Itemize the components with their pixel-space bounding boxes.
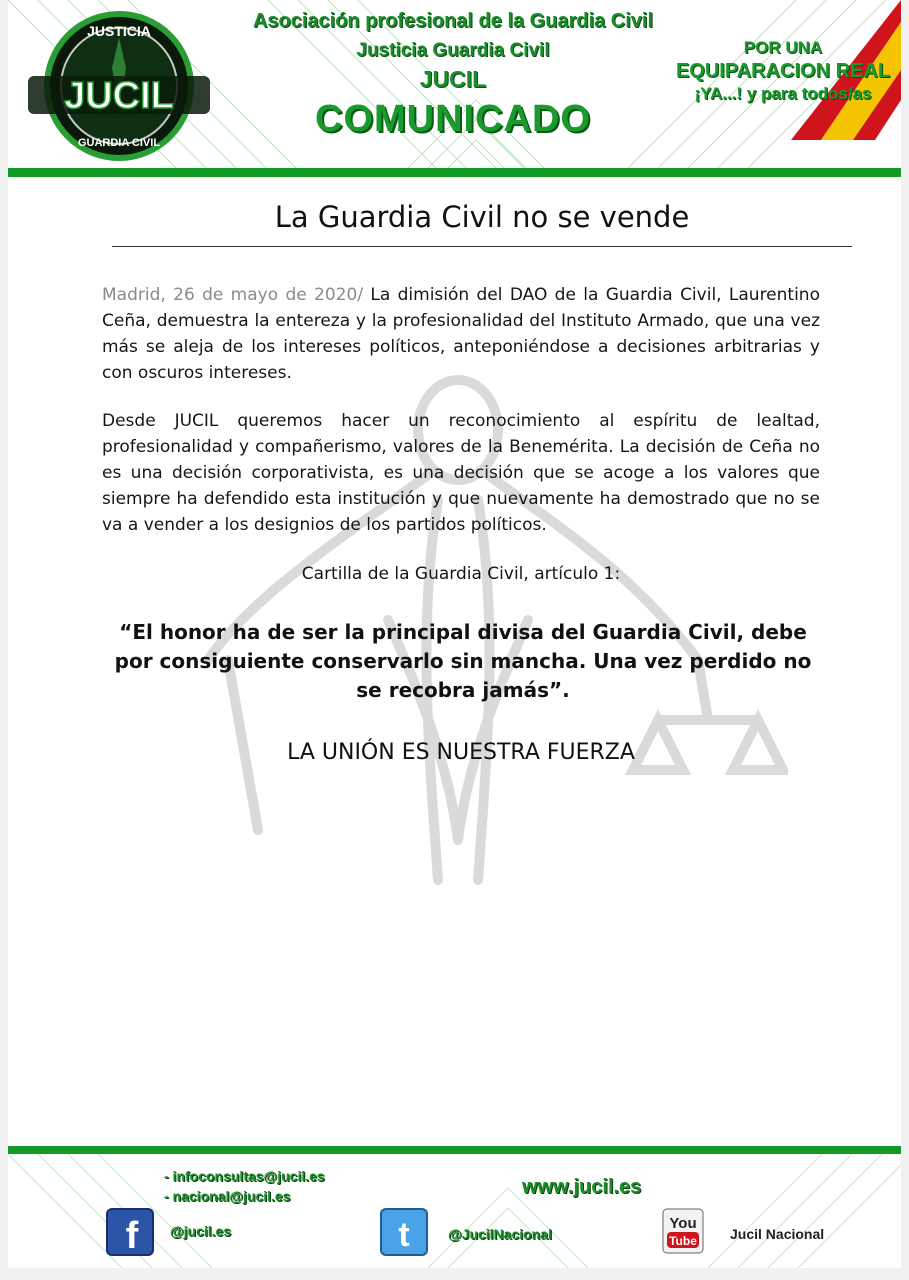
slogan-line-1: POR UNA bbox=[743, 38, 823, 57]
svg-text:t: t bbox=[398, 1216, 410, 1254]
logo-bottom-text: GUARDIA CIVIL bbox=[77, 137, 161, 149]
website-link[interactable]: www.jucil.es bbox=[522, 1176, 642, 1198]
justicia-line: Justicia Guardia Civil bbox=[356, 40, 550, 61]
date-line: Madrid, 26 de mayo de 2020/ bbox=[102, 285, 364, 305]
paragraph-1-text: La dimisión del DAO de la Guardia Civil, Laurentino Ceña, demuestra la entereza y la profesionalidad del Instituto Armado, que una vez más se aleja de los intereses políticos, anteponiéndose a decisiones arbitrarias y con oscuros intereses. bbox=[102, 285, 820, 383]
title-underline bbox=[112, 246, 852, 247]
footer-divider-bar bbox=[8, 1146, 901, 1154]
header-divider-bar bbox=[8, 168, 901, 177]
letterhead bbox=[8, 0, 901, 178]
document-page bbox=[8, 0, 901, 1268]
contact-email-2[interactable]: - nacional@jucil.es bbox=[164, 1188, 291, 1204]
twitter-icon[interactable] bbox=[380, 1208, 428, 1256]
slogan-line-2: EQUIPARACION REAL bbox=[675, 60, 891, 82]
svg-text:Tube: Tube bbox=[669, 1234, 697, 1248]
youtube-icon[interactable] bbox=[662, 1208, 704, 1254]
acronym-line: JUCIL bbox=[419, 66, 487, 92]
paragraph-1 bbox=[102, 282, 820, 386]
svg-text:f: f bbox=[125, 1215, 139, 1254]
cartilla-reference: Cartilla de la Guardia Civil, artículo 1: bbox=[301, 564, 621, 584]
paragraph-2: Desde JUCIL queremos hacer un reconocimiento al espíritu de lealtad, profesionalidad y compañerismo, valores de la Benemérita. La decisión de Ceña no es una decisión corporativista, es una decisión que se acoge a los valores que siempre ha defendido esta institución y que nuevamente ha demostrado que no se va a vender a los designios de los partidos políticos. bbox=[102, 411, 820, 535]
svg-text:You: You bbox=[669, 1215, 697, 1232]
facebook-icon[interactable] bbox=[106, 1208, 154, 1256]
logo-main-text: JUCIL bbox=[64, 75, 174, 117]
logo-top-text: JUSTICIA bbox=[87, 23, 151, 39]
footer bbox=[8, 1146, 901, 1268]
youtube-handle[interactable]: Jucil Nacional bbox=[730, 1226, 825, 1242]
honor-quote: “El honor ha de ser la principal divisa del Guardia Civil, debe por consiguiente conservarlo sin mancha. Una vez perdido no se recobra jamás”. bbox=[114, 620, 812, 702]
jucil-logo bbox=[24, 8, 214, 164]
document-title: La Guardia Civil no se vende bbox=[274, 200, 690, 234]
twitter-handle[interactable]: @JucilNacional bbox=[448, 1226, 552, 1242]
slogan-line-3: ¡YA...! y para todos/as bbox=[694, 84, 872, 103]
closing-motto: LA UNIÓN ES NUESTRA FUERZA bbox=[287, 740, 635, 765]
association-name: Asociación profesional de la Guardia Civil bbox=[252, 10, 654, 32]
contact-email-1[interactable]: - infoconsultas@jucil.es bbox=[164, 1168, 325, 1184]
document-type-heading: COMUNICADO bbox=[315, 98, 591, 140]
facebook-handle[interactable]: @jucil.es bbox=[170, 1223, 232, 1239]
